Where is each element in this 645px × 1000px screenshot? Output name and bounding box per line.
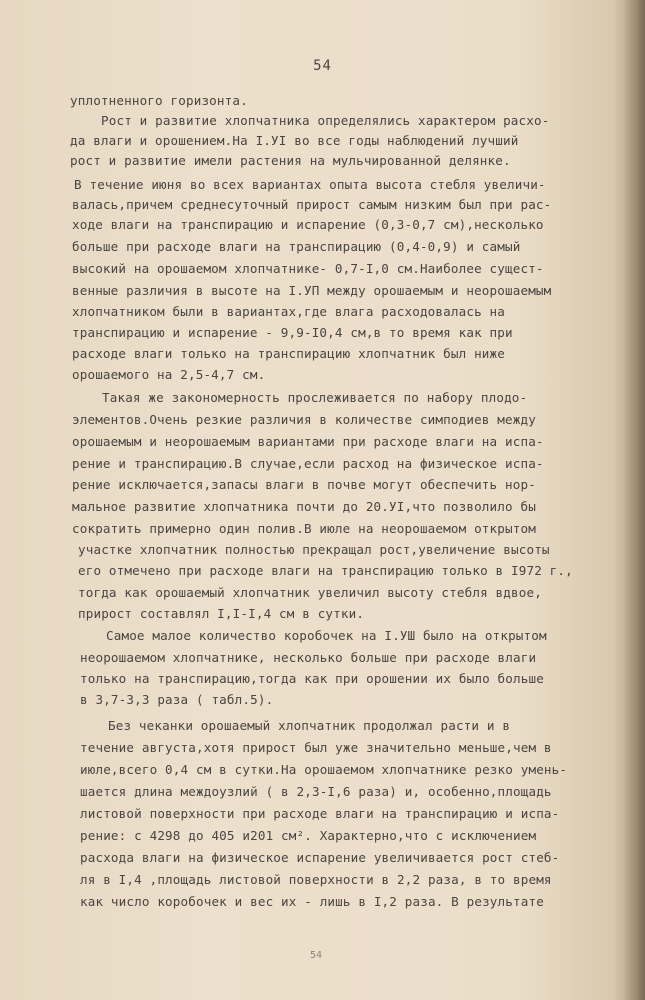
faint-page-mark: 54 [310,950,323,961]
text-line: рение и транспирацию.В случае,если расход на физическое испа- [72,456,544,471]
text-line: рение исключается,запасы влаги в почве могут обеспечить нор- [72,477,536,492]
page-fold-shadow [623,0,645,1000]
text-line: прирост составлял I,I-I,4 см в сутки. [78,606,365,621]
text-line: Рост и развитие хлопчатника определялись характером расхо- [101,113,550,128]
text-line: течение августа,хотя прирост был уже значительно меньше,чем в [80,740,552,755]
text-line: да влаги и орошением.На I.УI во все годы наблюдений лучший [70,133,519,148]
text-line: расходе влаги только на транспирацию хлопчатник был ниже [72,346,505,361]
text-line: Самое малое количество коробочек на I.УШ было на открытом [106,628,547,643]
text-line: расхода влаги на физическое испарение увеличивается рост стеб- [80,850,560,865]
text-line: сократить примерно один полив.В июле на неорошаемом открытом [72,521,536,536]
text-line: в 3,7-3,3 раза ( табл.5). [80,692,274,707]
text-line: тогда как орошаемый хлопчатник увеличил высоту стебля вдвое, [78,585,542,600]
text-line: Без чеканки орошаемый хлопчатник продолжал расти и в [108,718,511,733]
text-line: орошаемым и неорошаемым вариантами при расходе влаги на испа- [72,434,544,449]
text-line: валась,причем среднесуточный прирост самым низким был при рас- [72,197,552,212]
page-number: 54 [313,58,332,74]
text-line: листовой поверхности при расходе влаги на транспирацию и испа- [80,806,560,821]
text-line: июле,всего 0,4 см в сутки.На орошаемом хлопчатнике резко умень- [80,762,568,777]
text-line: рение: с 4298 до 405 и201 см². Характерно,что с исключением [80,828,537,843]
text-line: транспирацию и испарение - 9,9-I0,4 см,в то время как при [72,325,513,340]
text-line: неорошаемом хлопчатнике, несколько больше при расходе влаги [80,650,537,665]
text-line: венные различия в высоте на I.УП между орошаемым и неорошаемым [72,283,552,298]
text-line: больше при расходе влаги на транспирацию (0,4-0,9) и самый [72,239,521,254]
text-line: шается длина междоузлий ( в 2,3-I,6 раза) и, особенно,площадь [80,784,552,799]
text-line: участке хлопчатник полностью прекращал рост,увеличение высоты [78,542,550,557]
text-line: хлопчатником были в вариантах,где влага расходовалась на [72,304,505,319]
text-line: ходе влаги на транспирацию и испарение (0,3-0,7 см),несколько [72,217,544,232]
text-line: как число коробочек и вес их - лишь в I,2 раза. В результате [80,894,544,909]
text-line: ля в I,4 ,площадь листовой поверхности в 2,2 раза, в то время [80,872,552,887]
text-line: высокий на орошаемом хлопчатнике- 0,7-I,0 см.Наиболее сущест- [72,261,544,276]
text-line: В течение июня во всех вариантах опыта высота стебля увеличи- [74,177,546,192]
text-line: элементов.Очень резкие различия в количестве симподиев между [72,412,536,427]
text-line: только на транспирацию,тогда как при орошении их было больше [80,671,544,686]
text-line: его отмечено при расходе влаги на транспирацию только в I972 г., [78,563,573,578]
text-line: Такая же закономерность прослеживается по набору плодо- [102,390,528,405]
text-line: рост и развитие имели растения на мульчированной делянке. [70,153,511,168]
text-line: мальное развитие хлопчатника почти до 20.УI,что позволило бы [72,499,536,514]
text-line: орошаемого на 2,5-4,7 см. [72,367,266,382]
text-line: уплотненного горизонта. [70,93,248,108]
